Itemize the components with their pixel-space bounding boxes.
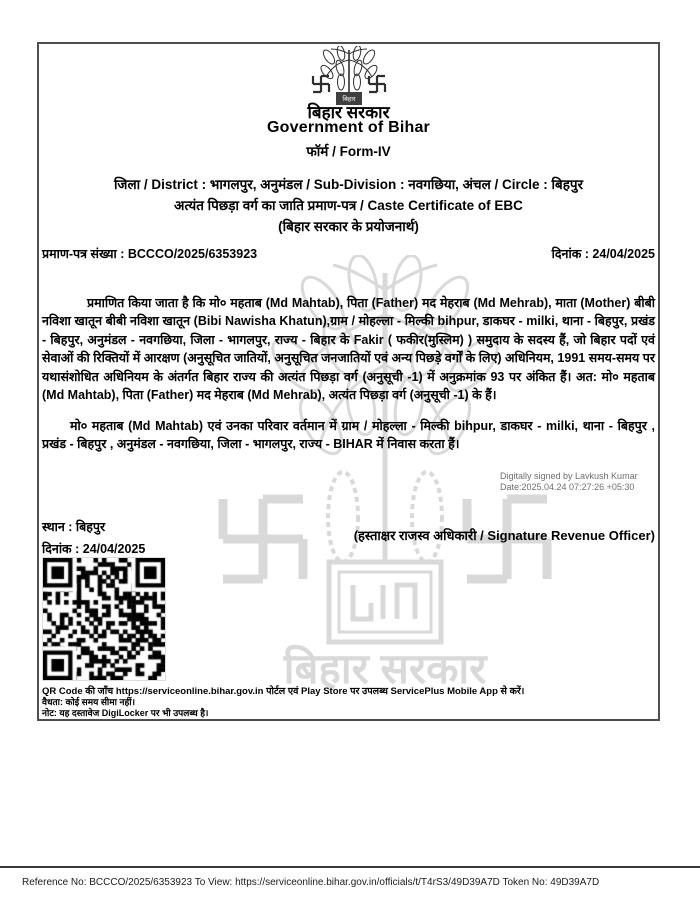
digital-signature-signer: Digitally signed by Lavkush Kumar <box>500 471 638 481</box>
footer-reference: Reference No: BCCCO/2025/6353923 To View: https://serviceonline.bihar.gov.in/officials/t/T4rS3/49D39A7D Token No: 49D39A7D <box>22 877 600 888</box>
watermark-text: बिहार सरकार <box>283 645 487 690</box>
qr-code-wrap <box>42 557 166 681</box>
digital-signature-date: Date:2025.04.24 07:27:26 +05:30 <box>500 482 635 492</box>
place-line: स्थान : बिहपुर <box>42 520 106 534</box>
digital-signature-block <box>500 471 638 493</box>
svg-text:बिहार: बिहार <box>341 96 356 103</box>
signature-date-line: दिनांक : 24/04/2025 <box>42 542 146 556</box>
qr-note-block <box>42 686 524 719</box>
certificate-border <box>37 42 660 721</box>
certificate-body-paragraph-1: प्रमाणित किया जाता है कि मो० महताब (Md Mahtab), पिता (Father) मद मेहराब (Md Mehrab), माता (Mother) बीबी नविशा खातून बीबी नविशा खातून (Bibi Nawisha Khatun),ग्राम / मोहल्ला - मिल्की bihpur, डाकघर - milki, थाना - बिहपुर, प्रखंड - बिहपुर, अनुमंडल - नवगछिया, जिला - भागलपुर, राज्य - बिहार के Fakir ( फकीर(मुस्लिम) ) समुदाय के सदस्य हैं, जो बिहार पदों एवं सेवाओं की रिक्तियों में आरक्षण (अनुसूचित जातियों, अनुसूचित जनजातियों एवं अन्य पिछड़े वर्गों के लिए) अधिनियम, 1991 समय-समय पर यथासंशोधित अधिनियम के अंतर्गत बिहार राज्य की अत्यंत पिछड़ा वर्ग (अनुसूची -1) में अनुक्रमांक 93 पर अंकित हैं। अत: मो० महताब (Md Mahtab), पिता (Father) मद मेहराब (Md Mehrab), अत्यंत पिछड़ा वर्ग (अनुसूची -1) के हैं। <box>42 296 655 403</box>
certificate-number: प्रमाण-पत्र संख्या : BCCCO/2025/6353923 <box>42 247 258 261</box>
certificate-date: दिनांक : 24/04/2025 <box>551 247 655 261</box>
qr-note-digilocker: नोट: यह दस्तावेज DigiLocker पर भी उपलब्ध है। <box>42 708 209 718</box>
qr-note-validity: वैधता: कोई समय सीमा नहीं। <box>42 697 135 707</box>
meta-row <box>42 245 655 262</box>
certificate-body-paragraph-2: मो० महताब (Md Mahtab) एवं उनका परिवार वर्तमान में ग्राम / मोहल्ला - मिल्की bihpur, डाकघर - milki, थाना - बिहपुर , प्रखंड - बिहपुर , अनुमंडल - नवगछिया, जिला - भागलपुर, राज्य - BIHAR में निवास करता हैं। <box>42 419 655 452</box>
government-title-english: Government of Bihar <box>267 119 430 136</box>
footer-divider <box>0 866 700 868</box>
qr-note-verify: QR Code की जाँच https://serviceonline.bihar.gov.in पोर्टल एवं Play Store पर उपलब्ध ServicePlus Mobile App से करें। <box>42 686 525 697</box>
purpose-line: (बिहार सरकार के प्रयोजनार्थ) <box>278 219 419 234</box>
form-number: फॉर्म / Form-IV <box>306 144 391 159</box>
district-line: जिला / District : भागलपुर, अनुमंडल / Sub-Division : नवगछिया, अंचल / Circle : बिहपुर <box>113 177 584 192</box>
signature-officer-line: (हस्ताक्षर राजस्व अधिकारी / Signature Revenue Officer) <box>353 528 655 543</box>
qr-code <box>42 557 166 681</box>
certificate-title-block <box>39 174 658 237</box>
government-title-hindi: बिहार सरकार <box>307 103 390 122</box>
certificate-type-line: अत्यंत पिछड़ा वर्ग का जाति प्रमाण-पत्र / Caste Certificate of EBC <box>174 198 523 213</box>
